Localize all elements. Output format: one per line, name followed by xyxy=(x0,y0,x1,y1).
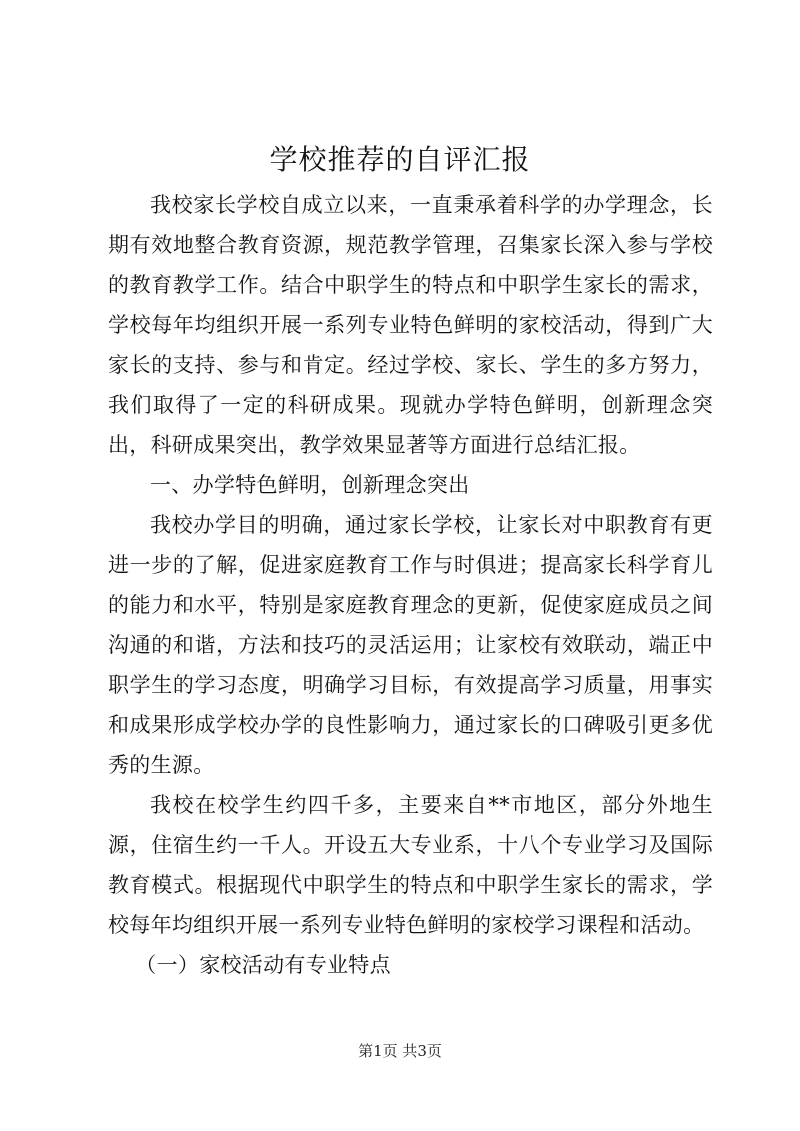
page-number-footer: 第1页 共3页 xyxy=(358,1042,442,1060)
students-paragraph: 我校在校学生约四千多，主要来自**市地区，部分外地生源，住宿生约一千人。开设五大专业系，十八个专业学习及国际教育模式。根据现代中职学生的特点和中职学生家长的需求，学校每年均组织开展一系列专业特色鲜明的家校学习课程和活动。 xyxy=(108,793,713,937)
document-body xyxy=(108,185,713,985)
purpose-paragraph: 我校办学目的明确，通过家长学校，让家长对中职教育有更进一步的了解，促进家庭教育工作与时俱进；提高家长科学育儿的能力和水平，特别是家庭教育理念的更新，促使家庭成员之间沟通的和谐，方法和技巧的灵活运用；让家校有效联动，端正中职学生的学习态度，明确学习目标，有效提高学习质量，用事实和成果形成学校办学的良性影响力，通过家长的口碑吸引更多优秀的生源。 xyxy=(108,513,713,777)
section-heading-1: 一、办学特色鲜明，创新理念突出 xyxy=(150,473,470,497)
subsection-heading-1: （一）家校活动有专业特点 xyxy=(135,953,391,977)
document-title: 学校推荐的自评汇报 xyxy=(269,143,531,176)
intro-paragraph: 我校家长学校自成立以来，一直秉承着科学的办学理念，长期有效地整合教育资源，规范教学管理，召集家长深入参与学校的教育教学工作。结合中职学生的特点和中职学生家长的需求，学校每年均组织开展一系列专业特色鲜明的家校活动，得到广大家长的支持、参与和肯定。经过学校、家长、学生的多方努力，我们取得了一定的科研成果。现就办学特色鲜明，创新理念突出，科研成果突出，教学效果显著等方面进行总结汇报。 xyxy=(108,193,713,457)
